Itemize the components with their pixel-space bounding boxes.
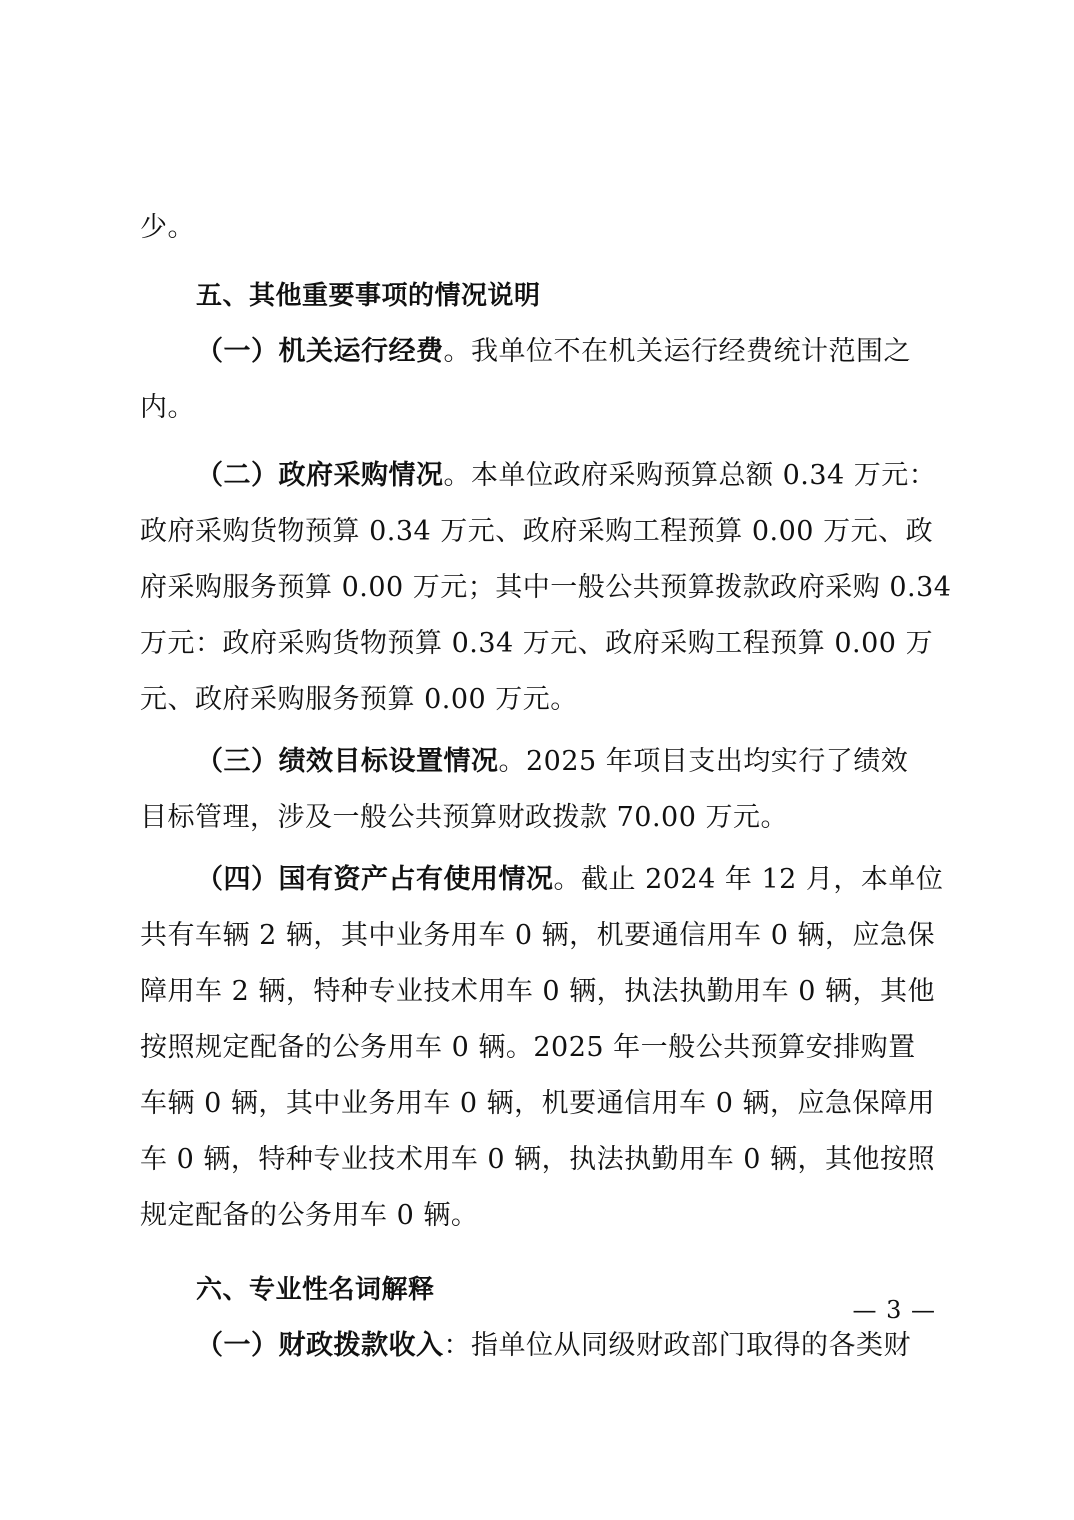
- paragraph-line: 目标管理，涉及一般公共预算财政拨款 70.00 万元。: [140, 802, 788, 833]
- section-heading-6: 六、专业性名词解释: [196, 1275, 435, 1305]
- paragraph-text: 。本单位政府采购预算总额 0.34 万元：: [443, 460, 937, 491]
- paragraph-text: 。2025 年项目支出均实行了绩效: [498, 746, 909, 777]
- subsection-label: （三）绩效目标设置情况: [196, 746, 499, 777]
- paragraph-text: 。我单位不在机关运行经费统计范围之: [443, 336, 911, 367]
- paragraph-line: 府采购服务预算 0.00 万元；其中一般公共预算拨款政府采购 0.34: [140, 572, 952, 603]
- paragraph-line: 车 0 辆，特种专业技术用车 0 辆，执法执勤用车 0 辆，其他按照: [140, 1144, 936, 1175]
- subsection-label: （一）机关运行经费: [196, 336, 444, 367]
- paragraph-line: [140, 734, 936, 790]
- paragraph-line: 障用车 2 辆，特种专业技术用车 0 辆，执法执勤用车 0 辆，其他: [140, 976, 936, 1007]
- document-body: [140, 200, 952, 1374]
- paragraph-text: 。截止 2024 年 12 月，本单位: [553, 864, 944, 895]
- paragraph-line: 共有车辆 2 辆，其中业务用车 0 辆，机要通信用车 0 辆，应急保: [140, 920, 936, 951]
- paragraph-line: 少。: [140, 212, 195, 243]
- paragraph-line: 内。: [140, 392, 195, 423]
- paragraph-line: 车辆 0 辆，其中业务用车 0 辆，机要通信用车 0 辆，应急保障用: [140, 1088, 936, 1119]
- paragraph-line: 万元：政府采购货物预算 0.34 万元、政府采购工程预算 0.00 万: [140, 628, 934, 659]
- paragraph-text: ：指单位从同级财政部门取得的各类财: [443, 1330, 911, 1361]
- paragraph-line: [140, 448, 936, 504]
- paragraph-line: 按照规定配备的公务用车 0 辆。2025 年一般公共预算安排购置: [140, 1032, 916, 1063]
- paragraph-line: [140, 1318, 936, 1374]
- paragraph-line: 元、政府采购服务预算 0.00 万元。: [140, 684, 578, 715]
- subsection-label: （二）政府采购情况: [196, 460, 444, 491]
- paragraph-line: 规定配备的公务用车 0 辆。: [140, 1200, 479, 1231]
- subsection-label: （四）国有资产占有使用情况: [196, 864, 554, 895]
- paragraph-line: 政府采购货物预算 0.34 万元、政府采购工程预算 0.00 万元、政: [140, 516, 934, 547]
- section-heading-5: 五、其他重要事项的情况说明: [196, 281, 541, 311]
- subsection-label: （一）财政拨款收入: [196, 1330, 444, 1361]
- page-number: — 3 —: [852, 1296, 936, 1324]
- paragraph-line: [140, 852, 944, 908]
- paragraph-line: [140, 324, 936, 380]
